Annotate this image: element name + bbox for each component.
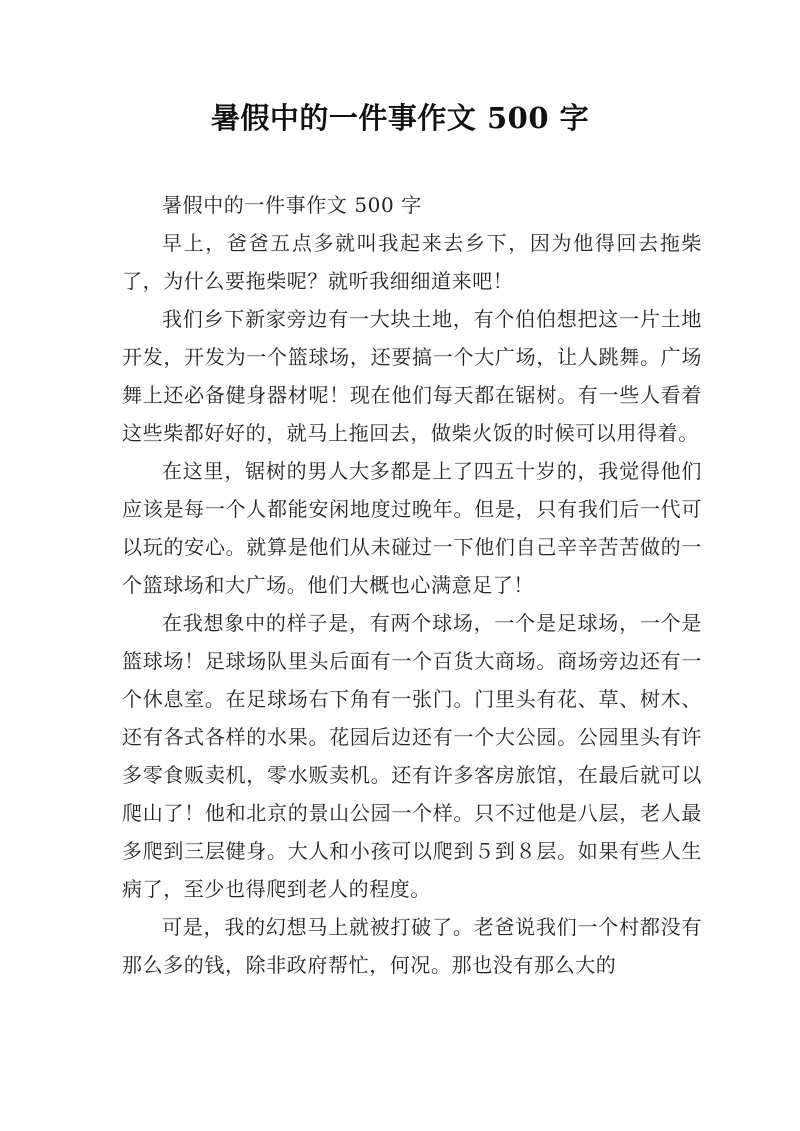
paragraph-1: 早上，爸爸五点多就叫我起来去乡下，因为他得回去拖柴了，为什么要拖柴呢？就听我细细道来吧！ xyxy=(122,231,702,293)
essay-subtitle: 暑假中的一件事作文 500 字 xyxy=(162,193,422,217)
paragraph-2: 我们乡下新家旁边有一大块土地，有个伯伯想把这一片土地开发，开发为一个篮球场，还要搞一个大广场，让人跳舞。广场舞上还必备健身器材呢！现在他们每天都在锯树。有一些人看着这些柴都好好的，就马上拖回去，做柴火饭的时候可以用得着。 xyxy=(122,307,702,445)
document-body xyxy=(122,186,702,984)
paragraph-4: 在我想象中的样子是，有两个球场，一个是足球场，一个是篮球场！足球场队里头后面有一个百货大商场。商场旁边还有一个休息室。在足球场右下角有一张门。门里头有花、草、树木、还有各式各样的水果。花园后边还有一个大公园。公园里头有许多零食贩卖机，零水贩卖机。还有许多客房旅馆，在最后就可以爬山了！他和北京的景山公园一个样。只不过他是八层，老人最多爬到三层健身。大人和小孩可以爬到５到８层。如果有些人生病了，至少也得爬到老人的程度。 xyxy=(122,611,702,901)
paragraph-5: 可是，我的幻想马上就被打破了。老爸说我们一个村都没有那么多的钱，除非政府帮忙，何况。那也没有那么大的 xyxy=(122,915,702,977)
paragraph-3: 在这里，锯树的男人大多都是上了四五十岁的，我觉得他们应该是每一个人都能安闲地度过晚年。但是，只有我们后一代可以玩的安心。就算是他们从未碰过一下他们自己辛辛苦苦做的一个篮球场和大广场。他们大概也心满意足了！ xyxy=(122,459,702,597)
document-title: 暑假中的一件事作文 500 字 xyxy=(210,101,590,135)
